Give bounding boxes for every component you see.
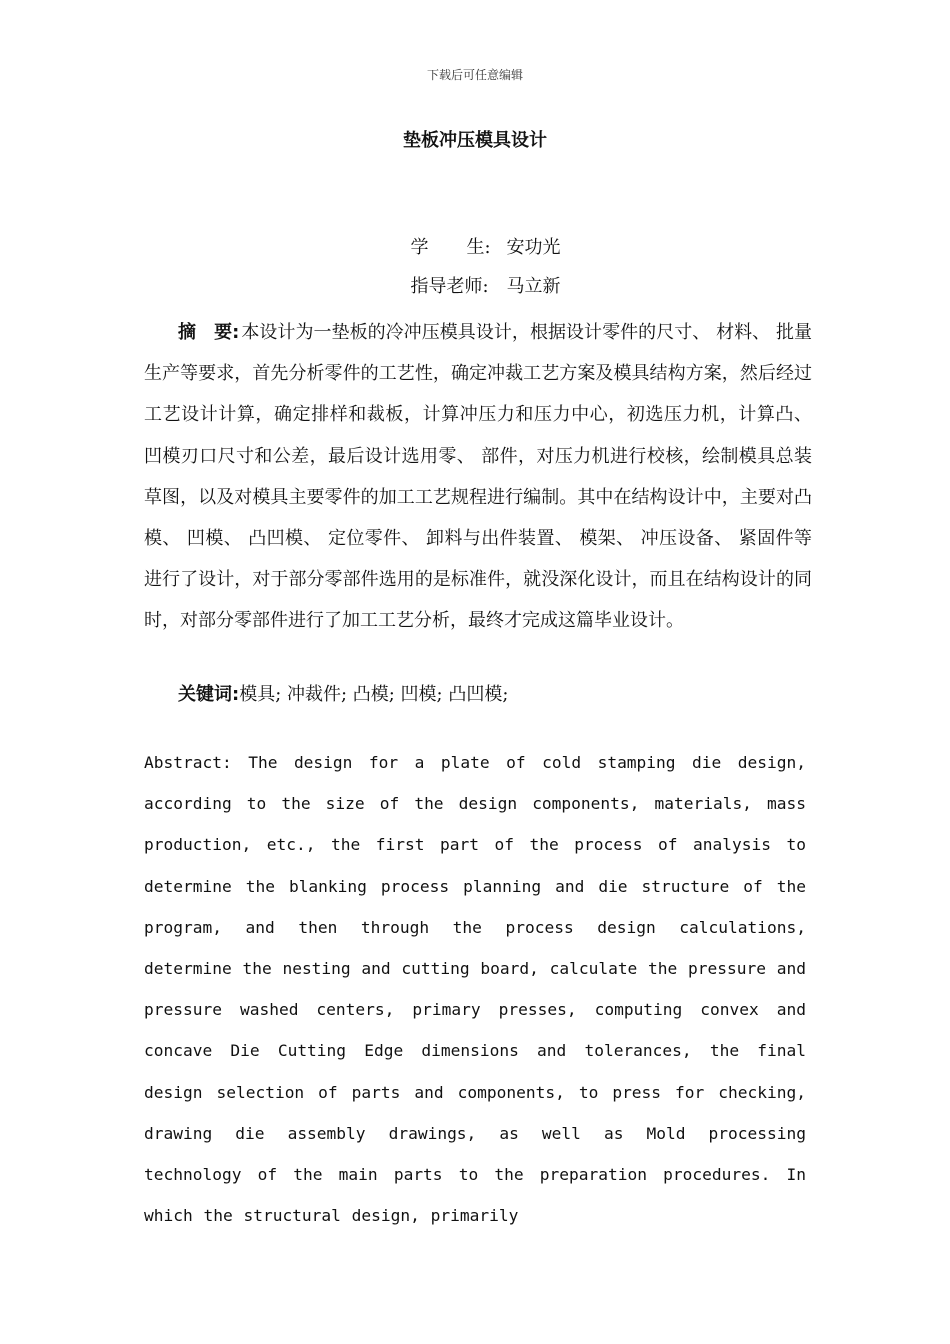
student-label-a: 学 — [410, 237, 429, 258]
chinese-keywords — [178, 680, 508, 706]
header-note: 下载后可任意编辑 — [426, 68, 523, 82]
keywords-label: 关键词: — [178, 684, 240, 705]
student-name: 安功光 — [506, 237, 561, 258]
chinese-abstract-text: 本设计为一垫板的冷冲压模具设计，根据设计零件的尺寸、 材料、 批量生产等要求，首先分析零件的工艺性，确定冲裁工艺方案及模具结构方案，然后经过工艺设计计算，确定排样和裁板，计算冲压力和压力中心，初选压力机，计算凸、 凹模刃口尺寸和公差，最后设计选用零、 部件，对压力机进行校核，绘制模具总装草图，以及对模具主要零件的加工工艺规程进行编制。其中在结构设计中，主要对凸模、 凹模、 凸凹模、 定位零件、 卸料与出件装置、 模架、 冲压设备、 紧固件等进行了设计，对于部分零部件选用的是标准件，就没深化设计，而且在结构设计的同时，对部分零部件进行了加工工艺分析，最终才完成这篇毕业设计。 — [144, 322, 812, 632]
student-label-b: 生: — [466, 237, 491, 258]
english-abstract: Abstract: The design for a plate of cold stamping die design, according to the size of the design components, materials, mass production, etc., the first part of the process of analysis to determine the blanking process planning and die structure of the program, and then through the process design calculations, determine the nesting and cutting board, calculate the pressure and pressure washed centers, primary presses, computing convex and concave Die Cutting Edge dimensions and tolerances, the final design selection of parts and components, to press for checking, drawing die assembly drawings, as well as Mold processing technology of the main parts to the preparation procedures. In which the structural design, primarily — [144, 753, 806, 1226]
chinese-abstract — [144, 312, 812, 642]
advisor-name: 马立新 — [506, 276, 561, 297]
document-title: 垫板冲压模具设计 — [403, 130, 547, 151]
advisor-label: 指导老师: — [410, 276, 489, 297]
chinese-abstract-label: 摘 要: — [178, 322, 240, 343]
keywords-text: 模具; 冲裁件; 凸模; 凹模; 凸凹模; — [239, 684, 509, 705]
advisor-line — [399, 251, 560, 298]
